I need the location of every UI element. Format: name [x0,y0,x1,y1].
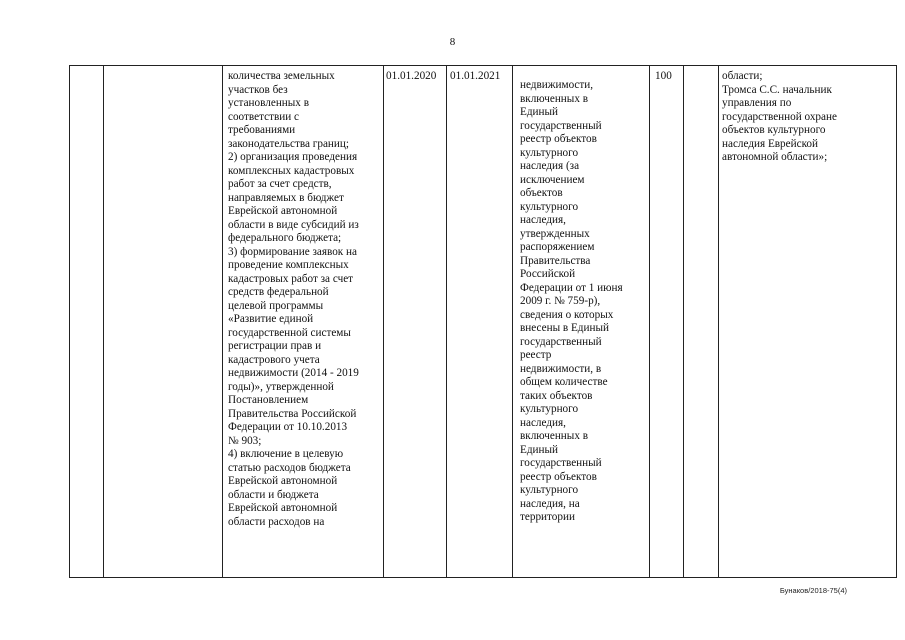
column-divider [683,66,684,577]
responsible-cell: области; Тромса С.С. начальник управления по государственной охране объектов культурного наследия Еврейской автономной области»; [722,70,837,163]
value-cell: 100 [655,70,672,82]
indicator-cell: недвижимости, включенных в Единый государственный реестр объектов культурного наследия (за исключением объектов культурного наследия, утвержденных распоряжением Правительства Российской Федерации от 1 июня 2009 г. № 759-р), сведения о которых внесены в Единый государственный реестр недвижимости, в общем количестве таких объектов культурного наследия, включенных в Единый государственный реестр объектов культурного наследия, на территории [520,79,623,523]
page-number: 8 [449,36,456,48]
document-code: Бунаков/2018-75(4) [779,586,847,595]
column-divider [649,66,650,577]
start-date-cell: 01.01.2020 [386,70,437,82]
column-divider [512,66,513,577]
measures-cell: количества земельных участков без установленных в соответствии с требованиями законодательства границ; 2) организация проведения комплексных кадастровых работ за счет средств, направляемых в бюджет Еврейской автономной области в виде субсидий из федерального бюджета; 3) формирование заявок на проведение комплексных кадастровых работ за счет средств федеральной целевой программы «Развитие единой государственной системы регистрации прав и кадастрового учета недвижимости (2014 - 2019 годы)», утвержденной Постановлением Правительства Российской Федерации от 10.10.2013 № 903; 4) включение в целевую статью расходов бюджета Еврейской автономной области и бюджета Еврейской автономной области расходов на [228,70,359,528]
column-divider [222,66,223,577]
column-divider [103,66,104,577]
column-divider [718,66,719,577]
measures-table [69,65,897,578]
column-divider [446,66,447,577]
column-divider [383,66,384,577]
end-date-cell: 01.01.2021 [450,70,501,82]
